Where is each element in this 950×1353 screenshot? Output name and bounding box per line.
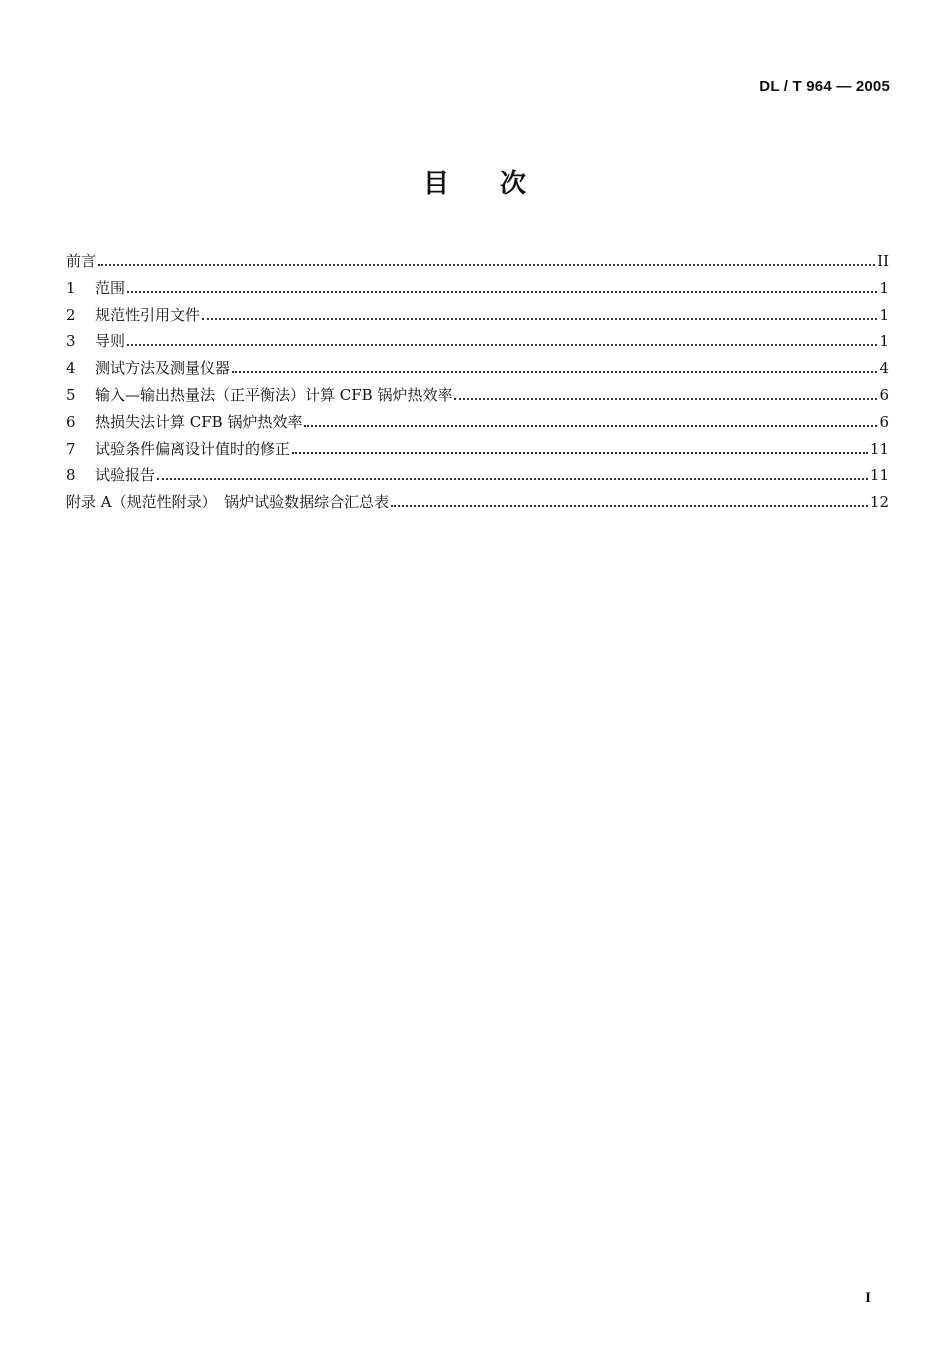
dot-leader — [292, 452, 868, 454]
toc-entry-number: 2 — [66, 305, 76, 324]
document-code: DL / T 964 — 2005 — [759, 78, 890, 95]
dot-leader — [127, 291, 877, 293]
toc-entry-6[interactable] — [66, 411, 889, 438]
toc-entry-2[interactable] — [66, 304, 889, 331]
toc-entry-label: 测试方法及测量仪器 — [95, 359, 231, 378]
toc-entry-page: 11 — [869, 439, 889, 458]
toc-entry-label: 附录 A（规范性附录） 锅炉试验数据综合汇总表 — [66, 493, 390, 512]
toc-entry-page: 1 — [879, 305, 889, 324]
toc-entry-label: 试验报告 — [95, 466, 156, 485]
toc-entry-8[interactable] — [66, 464, 889, 491]
dot-leader — [232, 371, 877, 373]
toc-entry-label: 范围 — [95, 278, 126, 297]
toc-entry-label: 热损失法计算 CFB 锅炉热效率 — [95, 412, 303, 431]
toc-entry-number: 8 — [66, 466, 76, 485]
toc-entry-appendix-a[interactable] — [66, 491, 889, 518]
dot-leader — [391, 505, 868, 507]
toc-entry-page: II — [877, 252, 889, 270]
title-char-2: 次 — [500, 169, 528, 199]
toc-entry-page: 4 — [879, 359, 889, 378]
toc-entry-label: 输入—输出热量法（正平衡法）计算 CFB 锅炉热效率 — [95, 385, 453, 404]
toc-entry-label: 导则 — [95, 332, 126, 351]
toc-entry-number: 4 — [66, 359, 76, 378]
toc-entry-page: 6 — [879, 385, 889, 404]
toc-entry-5[interactable] — [66, 384, 889, 411]
toc-entry-7[interactable] — [66, 438, 889, 465]
page-title — [0, 163, 950, 200]
toc-entry-page: 12 — [869, 493, 889, 512]
toc-entry-4[interactable] — [66, 357, 889, 384]
dot-leader — [98, 264, 875, 266]
toc-entry-number: 3 — [66, 332, 76, 351]
table-of-contents — [66, 250, 889, 518]
dot-leader — [304, 425, 877, 427]
toc-entry-label: 规范性引用文件 — [95, 305, 201, 324]
toc-entry-1[interactable] — [66, 277, 889, 304]
toc-entry-foreword[interactable] — [66, 250, 889, 277]
title-char-1: 目 — [422, 169, 450, 199]
dot-leader — [127, 344, 877, 346]
toc-entry-number: 5 — [66, 385, 76, 404]
page-number: I — [865, 1290, 871, 1306]
toc-entry-page: 1 — [879, 332, 889, 351]
toc-entry-page: 1 — [879, 278, 889, 297]
dot-leader — [202, 318, 877, 320]
toc-entry-page: 6 — [879, 412, 889, 431]
toc-entry-number: 6 — [66, 412, 76, 431]
toc-entry-label: 试验条件偏离设计值时的修正 — [95, 439, 291, 458]
dot-leader — [157, 478, 868, 480]
dot-leader — [454, 398, 877, 400]
toc-entry-number: 7 — [66, 439, 76, 458]
toc-entry-3[interactable] — [66, 330, 889, 357]
toc-entry-page: 11 — [869, 466, 889, 485]
toc-entry-number: 1 — [66, 278, 76, 297]
toc-entry-label: 前言 — [66, 252, 97, 270]
